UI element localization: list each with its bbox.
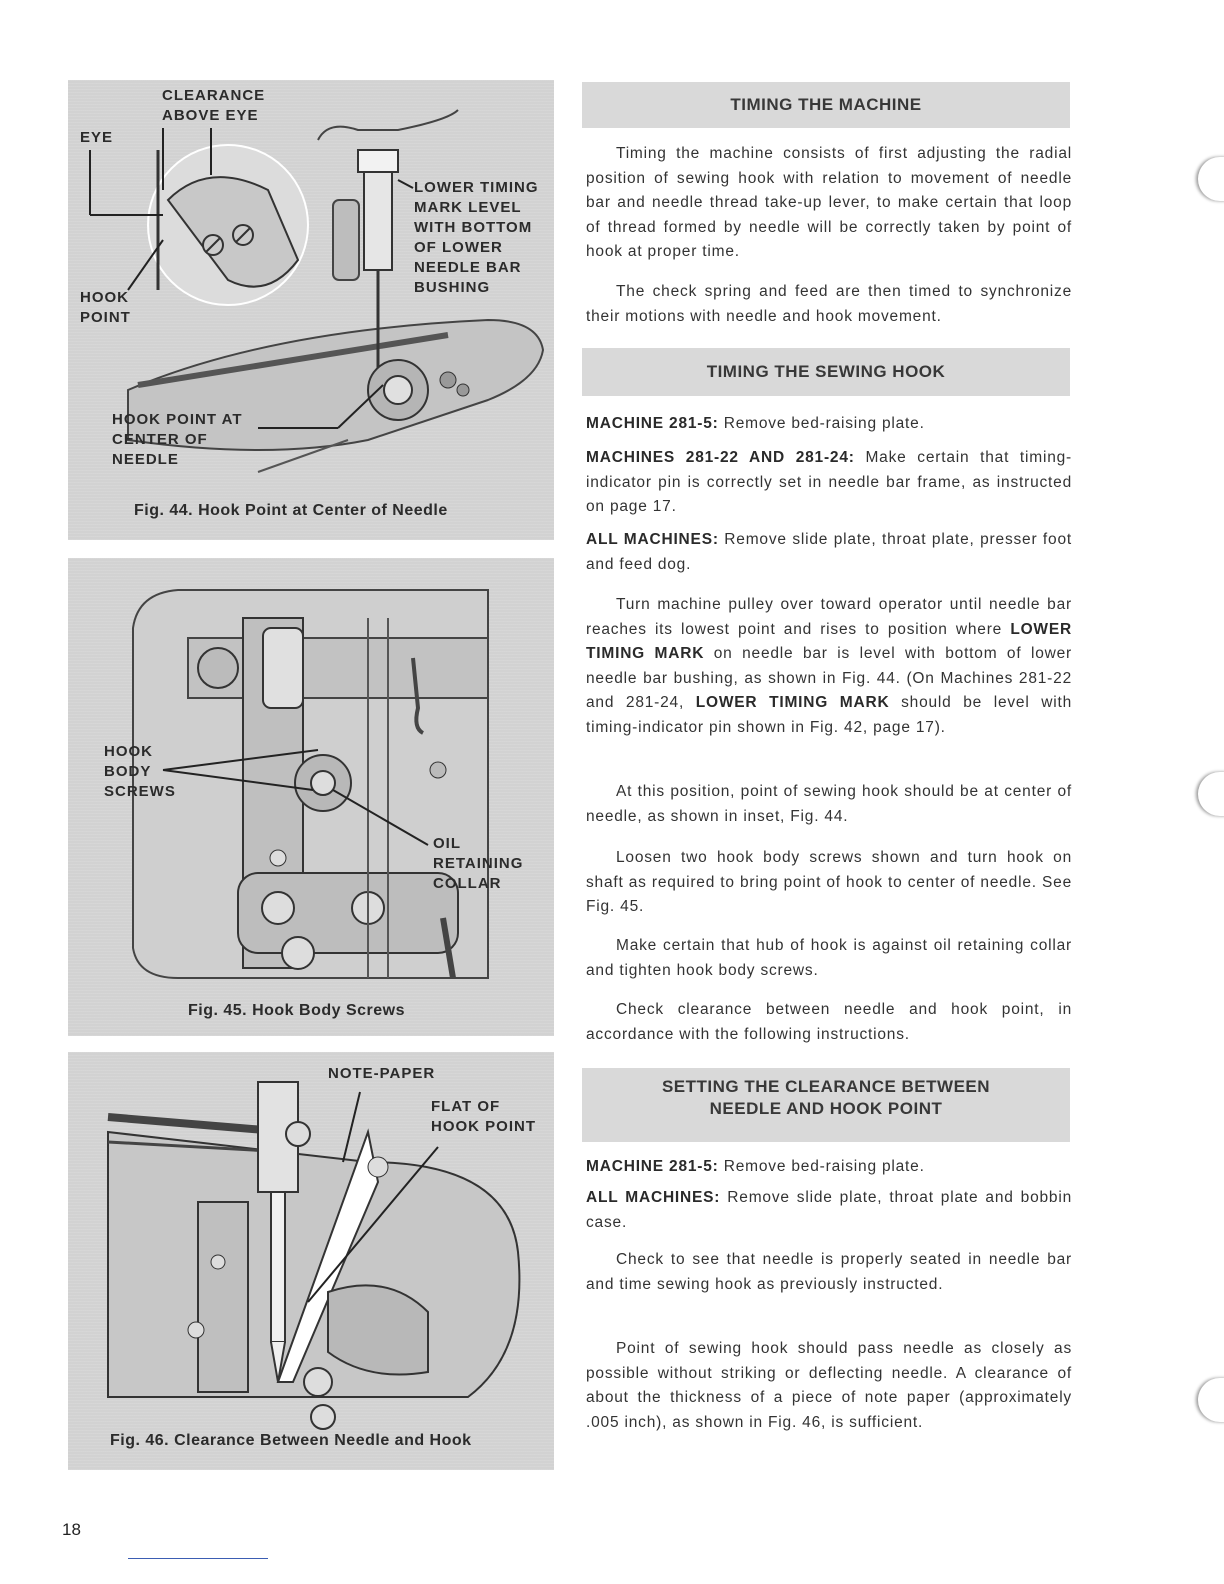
label-clearance-above-eye: CLEARANCE ABOVE EYE bbox=[162, 87, 266, 124]
label-lower-timing-mark: LOWER TIMING MARK LEVEL WITH BOTTOM OF LOWER NEEDLE BAR BUSHING bbox=[414, 179, 539, 296]
punch-hole-1 bbox=[1198, 157, 1224, 201]
label-oil-retaining-collar: OIL RETAINING COLLAR bbox=[433, 835, 524, 892]
label-hook-body-screws: HOOK BODY SCREWS bbox=[104, 743, 176, 800]
figure-46 bbox=[68, 1052, 554, 1470]
label-eye: EYE bbox=[80, 129, 114, 146]
fig44-illustration bbox=[68, 80, 554, 540]
punch-hole-2 bbox=[1198, 772, 1224, 816]
heading-setting-clearance-line2: NEEDLE AND HOOK POINT bbox=[709, 1099, 943, 1118]
punch-hole-3 bbox=[1198, 1378, 1224, 1422]
figure-44 bbox=[68, 80, 554, 540]
figure-45-caption: Fig. 45. Hook Body Screws bbox=[188, 1002, 405, 1019]
heading-timing-machine: TIMING THE MACHINE bbox=[582, 82, 1070, 128]
paragraph-clearance-machine-281-5: MACHINE 281-5: Remove bed-raising plate. bbox=[586, 1158, 925, 1175]
paragraph-check-needle-seated: Check to see that needle is properly seated in needle bar and time sewing hook as previously instructed. bbox=[586, 1251, 1072, 1293]
paragraph-loosen-screws: Loosen two hook body screws shown and turn hook on shaft as required to bring point of hook to center of needle. See Fig. 45. bbox=[586, 849, 1072, 915]
figure-44-caption: Fig. 44. Hook Point at Center of Needle bbox=[134, 502, 448, 519]
heading-setting-clearance bbox=[582, 1068, 1070, 1142]
paragraph-check-clearance: Check clearance between needle and hook point, in accordance with the following instructions. bbox=[586, 1001, 1072, 1043]
paragraph-hub-of-hook: Make certain that hub of hook is against oil retaining collar and tighten hook body screws. bbox=[586, 937, 1072, 979]
heading-setting-clearance-line1: SETTING THE CLEARANCE BETWEEN bbox=[661, 1077, 991, 1096]
figure-46-caption: Fig. 46. Clearance Between Needle and Hook bbox=[110, 1432, 472, 1449]
heading-timing-sewing-hook: TIMING THE SEWING HOOK bbox=[582, 348, 1070, 396]
bottom-rule bbox=[128, 1558, 268, 1559]
figure-45 bbox=[68, 558, 554, 1036]
label-hook-point-center: HOOK POINT AT CENTER OF NEEDLE bbox=[112, 411, 243, 468]
label-hook-point: HOOK POINT bbox=[80, 289, 131, 326]
paragraph-turn-pulley: Turn machine pulley over toward operator until needle bar reaches its lowest point and rises to position where LOWER TIMING MARK on needle bar is level with bottom of lower needle bar bushing, as shown in Fig. 44. (On Machines 281-22 and 281-24, LOWER TIMING MARK should be level with timing-indicator pin shown in Fig. 42, page 17). bbox=[586, 596, 1072, 736]
paragraph-point-of-hook: Point of sewing hook should pass needle as closely as possible without striking or deflecting needle. A clearance of about the thickness of a piece of note paper (approximately .005 inch), as shown in Fig. 46, is sufficient. bbox=[586, 1340, 1072, 1431]
label-flat-of-hook-point: FLAT OF HOOK POINT bbox=[431, 1098, 537, 1135]
paragraph-machine-281-5: MACHINE 281-5: Remove bed-raising plate. bbox=[586, 415, 925, 432]
paragraph-timing-machine-1: Timing the machine consists of first adjusting the radial position of sewing hook with relation to movement of needle bar and needle thread take-up lever, to make certain that loop of thread formed by needle will be correctly taken by point of hook at proper time. bbox=[586, 145, 1072, 260]
paragraph-machines-281-22-24: MACHINES 281-22 AND 281-24: Make certain that timing-indicator pin is correctly set in needle bar frame, as instructed on page 17. bbox=[586, 449, 1073, 515]
label-note-paper: NOTE-PAPER bbox=[328, 1065, 436, 1082]
paragraph-timing-machine-2: The check spring and feed are then timed to synchronize their motions with needle and hook movement. bbox=[586, 283, 1072, 325]
page-number: 18 bbox=[62, 1520, 81, 1539]
paragraph-clearance-all-machines: ALL MACHINES: Remove slide plate, throat plate and bobbin case. bbox=[586, 1189, 1072, 1231]
paragraph-at-this-position: At this position, point of sewing hook should be at center of needle, as shown in inset, Fig. 44. bbox=[586, 783, 1072, 825]
paragraph-all-machines: ALL MACHINES: Remove slide plate, throat plate, presser foot and feed dog. bbox=[586, 531, 1072, 573]
